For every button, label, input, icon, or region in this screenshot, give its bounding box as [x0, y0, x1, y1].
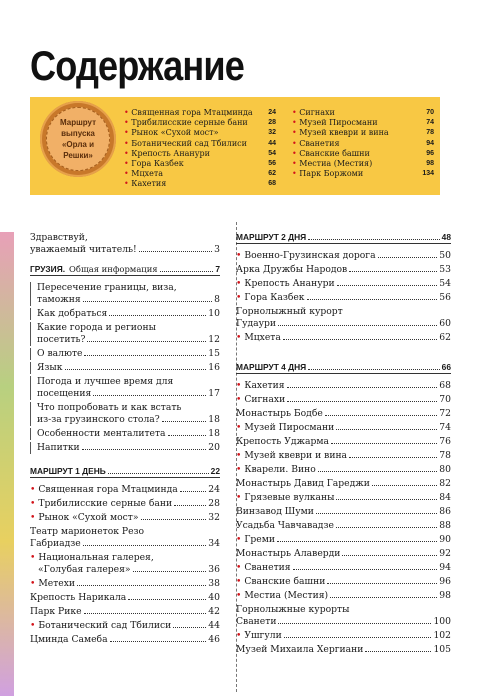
toc-entry[interactable]: [30, 402, 220, 426]
entry-page: 50: [439, 250, 451, 261]
entry-text: О валюте: [37, 348, 83, 359]
entry-page: 80: [439, 464, 451, 475]
toc-entry[interactable]: [30, 578, 220, 590]
toc-entry[interactable]: [236, 380, 451, 392]
toc-entry[interactable]: [30, 606, 220, 618]
entry-text: Винзавод Шуми: [236, 506, 314, 517]
entry-text: из-за грузинского стола?: [37, 414, 160, 425]
section-title: Общая информация: [69, 264, 158, 274]
entry-text: посещения: [37, 388, 92, 399]
badge-line-1: Маршрут выпуска: [59, 118, 96, 138]
entry-page: 38: [208, 578, 220, 589]
toc-entry[interactable]: [236, 306, 451, 330]
toc-entry[interactable]: [236, 548, 451, 560]
section-label: МАРШРУТ 2 ДНЯ: [236, 232, 307, 242]
entry-page: 88: [439, 520, 451, 531]
entry-text: • Ботанический сад Тбилиси: [30, 620, 171, 632]
toc-entry[interactable]: [236, 478, 451, 490]
entry-text: Особенности менталитета: [37, 428, 166, 439]
entry-page: 60: [439, 318, 451, 329]
entry-page: 105: [433, 644, 451, 655]
entry-text: Монастырь Алаверди: [236, 548, 341, 559]
toc-entry[interactable]: [236, 464, 451, 476]
toc-section-heading[interactable]: [236, 362, 451, 374]
entry-text: • Сванские башни: [236, 576, 325, 588]
entry-text: посетить?: [37, 334, 86, 345]
entry-page: 72: [439, 408, 451, 419]
section-label: МАРШРУТ 4 ДНЯ: [236, 362, 307, 372]
promo-item-page: 134: [422, 170, 434, 178]
promo-item-page: 62: [268, 170, 276, 178]
toc-entry[interactable]: [236, 394, 451, 406]
promo-item: [292, 139, 434, 149]
toc-entry[interactable]: [30, 308, 220, 320]
entry-page: 56: [439, 292, 451, 303]
entry-text: • Музей Пиросмани: [236, 422, 334, 434]
entry-text: • Сигнахи: [236, 394, 285, 406]
promo-item-label: • Музей Пиросмани: [292, 118, 378, 128]
entry-page: 98: [439, 590, 451, 601]
entry-text: уважаемый читатель!: [30, 244, 137, 255]
promo-item-page: 94: [426, 139, 434, 147]
toc-entry[interactable]: [30, 348, 220, 360]
toc-section-heading[interactable]: [30, 466, 220, 478]
promo-item-page: 32: [268, 129, 276, 137]
toc-entry[interactable]: [30, 592, 220, 604]
entry-text: • Мцхета: [236, 332, 281, 344]
entry-page: 16: [208, 362, 220, 373]
entry-page: 70: [439, 394, 451, 405]
toc-entry[interactable]: [30, 498, 220, 510]
toc-entry[interactable]: [236, 250, 451, 262]
toc-entry[interactable]: [30, 512, 220, 524]
entry-text: Музей Михаила Хергиани: [236, 644, 364, 655]
promo-item: [124, 169, 276, 179]
toc-entry[interactable]: [236, 520, 451, 532]
entry-text: Горнолыжный курорт: [236, 306, 343, 317]
entry-page: 17: [208, 388, 220, 399]
toc-entry[interactable]: [236, 604, 451, 628]
entry-text: • Военно-Грузинская дорога: [236, 250, 376, 262]
promo-item: [124, 118, 276, 128]
promo-item-label: • Парк Боржоми: [292, 169, 363, 179]
entry-page: 24: [208, 484, 220, 495]
toc-entry[interactable]: [30, 442, 220, 454]
entry-text: Напитки: [37, 442, 80, 453]
toc-entry[interactable]: [236, 644, 451, 656]
promo-item-page: 56: [268, 160, 276, 168]
toc-section-heading[interactable]: [30, 264, 220, 276]
entry-page: 32: [208, 512, 220, 523]
route-badge: [40, 101, 116, 177]
toc-entry[interactable]: [30, 526, 220, 550]
promo-item-label: • Музей квеври и вина: [292, 128, 389, 138]
promo-item: [124, 159, 276, 169]
entry-page: 76: [439, 436, 451, 447]
promo-item-page: 74: [426, 119, 434, 127]
entry-page: 84: [439, 492, 451, 503]
section-label: ГРУЗИЯ.: [30, 264, 66, 274]
promo-list-1: [124, 108, 276, 190]
toc-entry[interactable]: [236, 278, 451, 290]
toc-entry[interactable]: [236, 332, 451, 344]
entry-text: Какие города и регионы: [37, 322, 156, 333]
entry-page: 74: [439, 422, 451, 433]
entry-text: • Местиа (Местия): [236, 590, 328, 602]
promo-item-label: • Сванские башни: [292, 149, 370, 159]
promo-item-page: 70: [426, 109, 434, 116]
promo-item-page: 54: [268, 149, 276, 157]
entry-text: • Священная гора Мтацминда: [30, 484, 178, 496]
entry-text: Арка Дружбы Народов: [236, 264, 348, 275]
entry-text: Парк Рике: [30, 606, 82, 617]
toc-section-heading[interactable]: [236, 232, 451, 244]
entry-page: 18: [208, 414, 220, 425]
entry-text: Габриадзе: [30, 538, 81, 549]
page-title: Содержание: [30, 42, 244, 89]
promo-item-label: • Ботанический сад Тбилиси: [124, 139, 247, 149]
entry-text: • Крепость Ананури: [236, 278, 335, 290]
entry-page: 10: [208, 308, 220, 319]
promo-item-label: • Кахетия: [124, 179, 166, 189]
entry-page: 3: [214, 244, 220, 255]
entry-text: • Метехи: [30, 578, 75, 590]
promo-item-page: 44: [268, 139, 276, 147]
toc-entry[interactable]: [236, 422, 451, 434]
toc-entry[interactable]: [30, 322, 220, 346]
entry-text: Здравствуй,: [30, 232, 88, 243]
entry-page: 86: [439, 506, 451, 517]
entry-page: 62: [439, 332, 451, 343]
entry-text: Крепость Нарикала: [30, 592, 127, 603]
promo-item: [124, 128, 276, 138]
toc-entry[interactable]: [30, 282, 220, 306]
entry-text: таможня: [37, 294, 81, 305]
section-page: 48: [441, 232, 451, 242]
entry-page: 20: [208, 442, 220, 453]
toc-entry[interactable]: [236, 576, 451, 588]
promo-item: [292, 128, 434, 138]
entry-text: Крепость Уджарма: [236, 436, 329, 447]
toc-entry[interactable]: [30, 552, 220, 576]
entry-text: Усадьба Чавчавадзе: [236, 520, 334, 531]
entry-page: 15: [208, 348, 220, 359]
section-page: 22: [210, 466, 220, 476]
entry-text: «Голубая галерея»: [38, 564, 131, 575]
promo-item-page: 98: [426, 160, 434, 168]
entry-page: 102: [433, 630, 451, 641]
promo-item: [124, 139, 276, 149]
entry-text: Что попробовать и как встать: [37, 402, 182, 413]
entry-text: • Национальная галерея,: [30, 552, 154, 564]
entry-text: • Гора Казбек: [236, 292, 305, 304]
entry-text: Цминда Самеба: [30, 634, 108, 645]
toc-entry[interactable]: [30, 620, 220, 632]
promo-item-label: • Местиа (Местия): [292, 159, 372, 169]
entry-text: Гудаури: [236, 318, 277, 329]
entry-page: 54: [439, 278, 451, 289]
promo-item: [292, 118, 434, 128]
promo-item-label: • Сванетия: [292, 139, 340, 149]
toc-entry[interactable]: [30, 376, 220, 400]
entry-page: 8: [214, 294, 220, 305]
toc-entry[interactable]: [236, 562, 451, 574]
entry-text: • Сванетия: [236, 562, 291, 574]
toc-entry[interactable]: [236, 492, 451, 504]
entry-text: Язык: [37, 362, 63, 373]
section-page: 7: [215, 264, 220, 274]
entry-page: 36: [208, 564, 220, 575]
promo-item-label: • Сигнахи: [292, 108, 335, 118]
section-label: МАРШРУТ 1 ДЕНЬ: [30, 466, 106, 476]
section-page: 66: [441, 362, 451, 372]
entry-text: • Рынок «Сухой мост»: [30, 512, 139, 524]
entry-page: 90: [439, 534, 451, 545]
entry-page: 100: [433, 616, 451, 627]
toc-entry[interactable]: [30, 428, 220, 440]
toc-entry[interactable]: [30, 362, 220, 374]
promo-item-label: • Трибилисские серные бани: [124, 118, 248, 128]
entry-text: Горнолыжные курорты: [236, 604, 350, 615]
promo-item-label: • Священная гора Мтацминда: [124, 108, 253, 118]
promo-item-label: • Рынок «Сухой мост»: [124, 128, 218, 138]
entry-text: Театр марионеток Резо: [30, 526, 145, 537]
entry-text: • Трибилисские серные бани: [30, 498, 172, 510]
promo-item-page: 68: [268, 180, 276, 188]
promo-item: [292, 149, 434, 159]
entry-page: 12: [208, 334, 220, 345]
promo-item-page: 96: [426, 149, 434, 157]
entry-page: 28: [208, 498, 220, 509]
entry-text: • Кварели. Вино: [236, 464, 316, 476]
toc-entry[interactable]: [30, 484, 220, 496]
toc-entry[interactable]: [236, 292, 451, 304]
entry-page: 53: [439, 264, 451, 275]
promo-item: [124, 179, 276, 189]
promo-item: [124, 108, 276, 118]
entry-text: Пересечение границы, виза,: [37, 282, 177, 293]
entry-text: • Музей квеври и вина: [236, 450, 347, 462]
promo-item-page: 24: [268, 109, 276, 116]
promo-item-label: • Гора Казбек: [124, 159, 184, 169]
entry-page: 44: [208, 620, 220, 631]
entry-page: 82: [439, 478, 451, 489]
toc-entry[interactable]: [236, 630, 451, 642]
entry-page: 40: [208, 592, 220, 603]
entry-text: Сванети: [236, 616, 277, 627]
promo-item: [292, 169, 434, 179]
toc-entry[interactable]: [236, 408, 451, 420]
entry-page: 94: [439, 562, 451, 573]
badge-line-2: «Орла и Решки»: [61, 140, 95, 160]
toc-entry[interactable]: [236, 264, 451, 276]
promo-item-page: 78: [426, 129, 434, 137]
promo-list-2: [292, 108, 434, 179]
toc-entry[interactable]: [236, 590, 451, 602]
promo-box: [30, 97, 440, 195]
promo-item-label: • Мцхета: [124, 169, 163, 179]
page-edge-decoration: [0, 232, 14, 696]
entry-page: 92: [439, 548, 451, 559]
promo-item-label: • Крепость Ананури: [124, 149, 210, 159]
entry-text: • Ушгули: [236, 630, 282, 642]
entry-page: 46: [208, 634, 220, 645]
toc-entry[interactable]: [30, 634, 220, 646]
promo-item-page: 28: [268, 119, 276, 127]
entry-page: 96: [439, 576, 451, 587]
entry-text: Погода и лучшее время для: [37, 376, 174, 387]
entry-page: 18: [208, 428, 220, 439]
promo-item: [292, 159, 434, 169]
toc-entry[interactable]: [236, 506, 451, 518]
entry-page: 78: [439, 450, 451, 461]
entry-text: • Грязевые вулканы: [236, 492, 334, 504]
entry-text: Монастырь Бодбе: [236, 408, 323, 419]
toc-entry[interactable]: [236, 450, 451, 462]
entry-page: 42: [208, 606, 220, 617]
entry-text: Монастырь Давид Гареджи: [236, 478, 370, 489]
toc-entry[interactable]: [30, 232, 220, 256]
entry-text: Как добраться: [37, 308, 108, 319]
promo-item: [124, 149, 276, 159]
entry-text: • Греми: [236, 534, 275, 546]
entry-page: 68: [439, 380, 451, 391]
toc-entry[interactable]: [236, 436, 451, 448]
entry-page: 34: [208, 538, 220, 549]
entry-text: • Кахетия: [236, 380, 285, 392]
toc-entry[interactable]: [236, 534, 451, 546]
promo-item: [292, 108, 434, 118]
